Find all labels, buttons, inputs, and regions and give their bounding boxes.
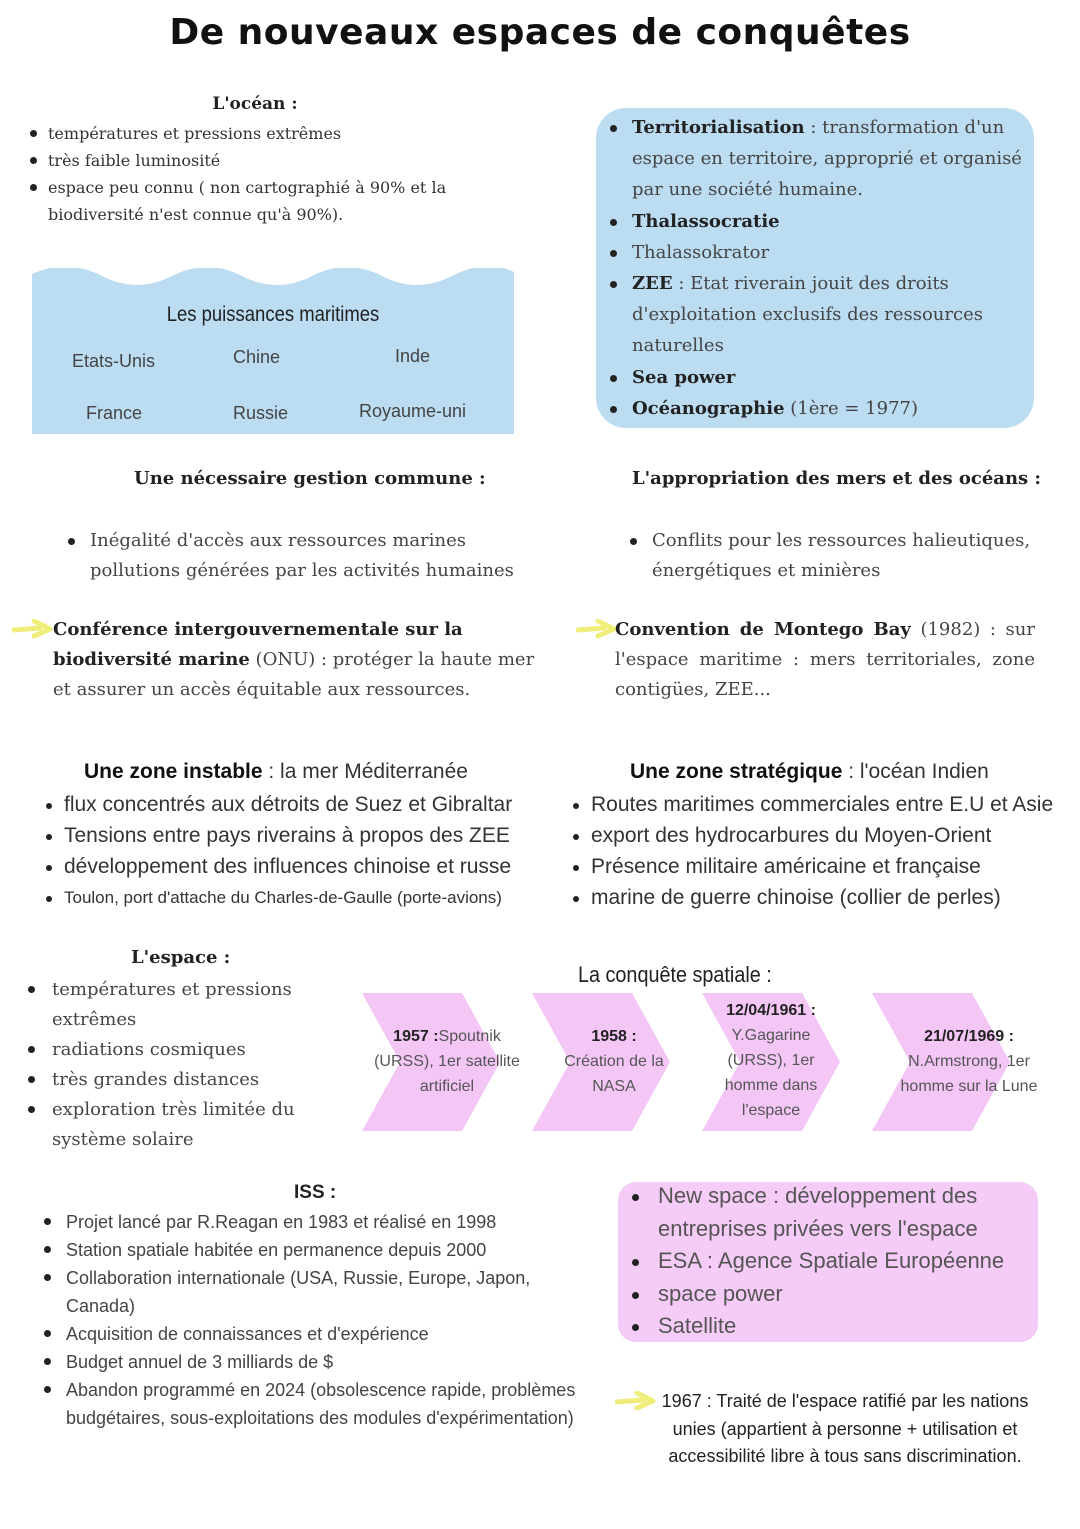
appropriation-heading: L'appropriation des mers et des océans :: [632, 468, 1042, 489]
list-item: flux concentrés aux détroits de Suez et Gibraltar: [46, 789, 556, 820]
definition-item: Territorialisation : transformation d'un espace en territoire, approprié et organisé par une société humaine.: [608, 112, 1028, 206]
list-item: températures et pressions extrêmes: [26, 975, 326, 1035]
iss-list: [44, 1208, 584, 1432]
list-item: New space : développement des entreprises privées vers l'espace: [630, 1180, 1030, 1245]
espace-list: [26, 975, 326, 1155]
country-label: Chine: [233, 347, 281, 367]
list-item: Projet lancé par R.Reagan en 1983 et réalisé en 1998: [44, 1208, 584, 1236]
list-item: Acquisition de connaissances et d'expérience: [44, 1320, 584, 1348]
list-item: Station spatiale habitée en permanence depuis 2000: [44, 1236, 584, 1264]
list-item: très grandes distances: [26, 1065, 326, 1095]
country-label: Russie: [233, 403, 289, 423]
list-item: développement des influences chinoise et russe: [46, 851, 556, 882]
definitions-list: [608, 112, 1028, 424]
timeline-step: 12/04/1961 : Y.Gagarine (URSS), 1er homme dans l'espace: [724, 1002, 818, 1119]
country-label: France: [86, 403, 143, 423]
list-item: ESA : Agence Spatiale Européenne: [630, 1245, 1030, 1278]
country-label: Etats-Unis: [72, 351, 156, 371]
ocean-list: [30, 120, 490, 228]
country-label: Royaume-uni: [359, 401, 467, 421]
list-item: Inégalité d'accès aux ressources marines pollutions générées par les activités humaines: [66, 526, 526, 586]
list-item: exploration très limitée du système solaire: [26, 1095, 326, 1155]
list-item: Abandon programmé en 2024 (obsolescence rapide, problèmes budgétaires, sous-exploitations des modules d'expérimentation): [44, 1376, 584, 1432]
maritime-powers-title: Les puissances maritimes: [166, 303, 380, 326]
list-item: Satellite: [630, 1310, 1030, 1343]
list-item: radiations cosmiques: [26, 1035, 326, 1065]
zone-instable-list: [46, 789, 556, 913]
list-item: températures et pressions extrêmes: [30, 120, 490, 147]
conquete-title: La conquête spatiale :: [578, 962, 772, 987]
zone-strategique-heading: Une zone stratégique : l'océan Indien: [630, 760, 989, 783]
country-label: Inde: [395, 346, 431, 366]
timeline-step: 1957 :Spoutnik (URSS), 1er satellite artificiel: [374, 1028, 520, 1095]
list-item: Toulon, port d'attache du Charles-de-Gaulle (porte-avions): [46, 882, 556, 913]
iss-heading: ISS :: [294, 1182, 337, 1203]
list-item: export des hydrocarbures du Moyen-Orient: [573, 820, 1078, 851]
list-item: Routes maritimes commerciales entre E.U et Asie: [573, 789, 1078, 820]
list-item: très faible luminosité: [30, 147, 490, 174]
definition-item: Thalassocratie: [608, 206, 1028, 237]
zone-instable-heading: Une zone instable : la mer Méditerranée: [84, 760, 468, 783]
appropriation-list: [628, 526, 1048, 586]
definition-item: Océanographie (1ère = 1977): [608, 393, 1028, 424]
list-item: Budget annuel de 3 milliards de $: [44, 1348, 584, 1376]
convention-text: Convention de Montego Bay (1982) : sur l'espace maritime : mers territoriales, zone contigües, ZEE...: [615, 619, 1035, 700]
list-item: Tensions entre pays riverains à propos des ZEE: [46, 820, 556, 851]
timeline-step: 1958 : Création de la NASA: [564, 1028, 664, 1095]
newspace-list: [630, 1180, 1030, 1343]
espace-heading: L'espace :: [131, 947, 231, 968]
zone-strategique-list: [573, 789, 1078, 913]
arrow-icon: [576, 619, 618, 639]
arrow-icon: [12, 619, 54, 639]
list-item: Collaboration internationale (USA, Russie, Europe, Japon, Canada): [44, 1264, 584, 1320]
ocean-heading: L'océan :: [212, 94, 298, 114]
list-item: espace peu connu ( non cartographié à 90% et la biodiversité n'est connue qu'à 90%).: [30, 174, 490, 228]
list-item: marine de guerre chinoise (collier de perles): [573, 882, 1078, 913]
gestion-list: [66, 526, 526, 586]
definition-item: ZEE : Etat riverain jouit des droits d'exploitation exclusifs des ressources naturelles: [608, 268, 1028, 362]
list-item: Conflits pour les ressources halieutiques, énergétiques et minières: [628, 526, 1048, 586]
conference-text: Conférence intergouvernementale sur la biodiversité marine (ONU) : protéger la haute mer et assurer un accès équitable aux ressources.: [53, 619, 535, 700]
list-item: Présence militaire américaine et française: [573, 851, 1078, 882]
gestion-heading: Une nécessaire gestion commune :: [134, 468, 486, 489]
timeline-step: 21/07/1969 : N.Armstrong, 1er homme sur la Lune: [900, 1028, 1038, 1095]
treaty-text: 1967 : Traité de l'espace ratifié par les nations unies (appartient à personne + utilisation et accessibilité libre à tous sans discrimination.: [661, 1391, 1029, 1466]
definition-item: Sea power: [608, 362, 1028, 393]
list-item: space power: [630, 1278, 1030, 1311]
definition-item: Thalassokrator: [608, 237, 1028, 268]
page-title: De nouveaux espaces de conquêtes: [169, 12, 911, 53]
